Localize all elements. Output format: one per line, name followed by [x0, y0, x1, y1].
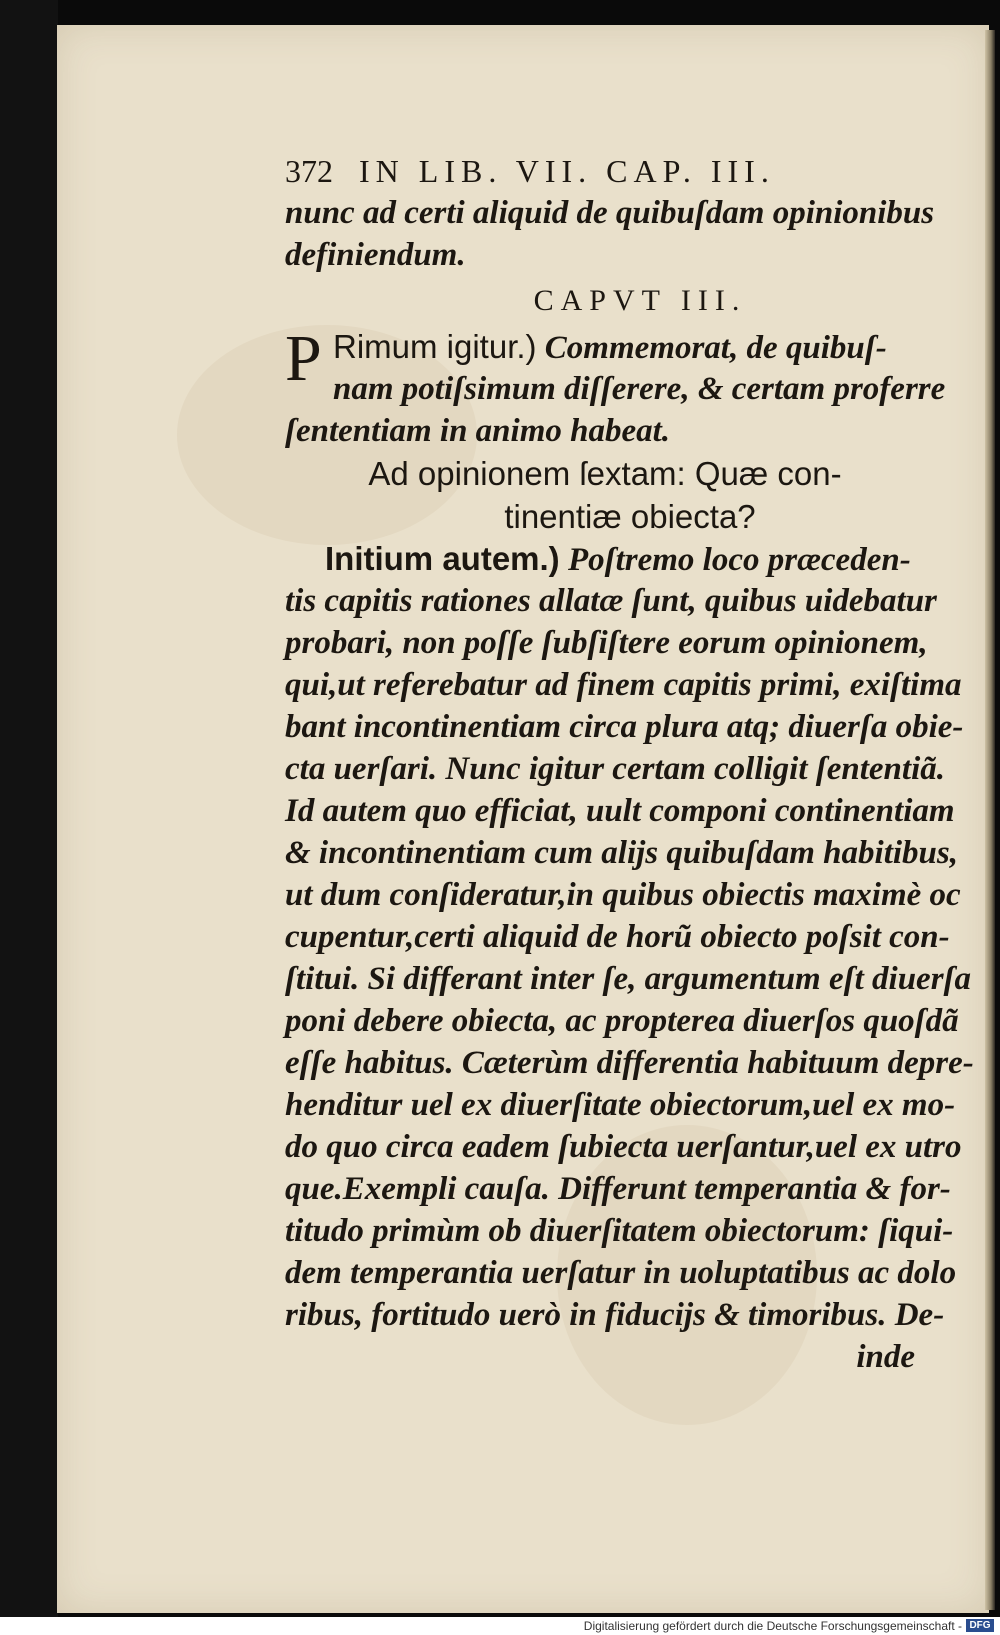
text-line: henditur uel ex diuerſitate obiectorum,uel ex mo-	[285, 1087, 956, 1123]
text-line: qui,ut referebatur ad finem capitis primi, exiſtima	[285, 667, 962, 703]
text-line: cta uerſari. Nunc igitur certam colligit ſententiã.	[285, 751, 945, 787]
drop-cap-initial: P	[285, 322, 322, 395]
running-title: IN LIB. VII. CAP. III.	[359, 153, 775, 189]
digitization-credit: Digitalisierung gefördert durch die Deutsche Forschungsgemeinschaft -	[583, 1619, 962, 1633]
text-line: nunc ad certi aliquid de quibuſdam opinionibus	[285, 195, 935, 231]
text-line: Id autem quo efficiat, uult componi continentiam	[285, 793, 955, 829]
text-line: titudo primùm ob diuerſitatem obiectorum: ſiqui-	[285, 1213, 954, 1249]
text-line	[285, 326, 955, 368]
page-edge	[985, 30, 995, 1610]
text-line: definiendum.	[285, 237, 466, 273]
page-text	[285, 150, 974, 1378]
text-line: ut dum conſideratur,in quibus obiectis maximè oc	[285, 877, 961, 913]
text-line: ſententiam in animo habeat.	[285, 413, 671, 449]
text-line: & incontinentiam cum alijs quibuſdam habitibus,	[285, 835, 958, 871]
catchword: inde	[856, 1339, 915, 1375]
text-line: tis capitis rationes allatæ ſunt, quibus uidebatur	[285, 583, 937, 619]
first-paragraph	[285, 322, 955, 452]
scan-dark-margin	[0, 0, 58, 1635]
text-line: bant incontinentiam circa plura atq; diuerſa obie-	[285, 709, 964, 745]
page-number: 372	[285, 153, 333, 189]
text-line: que.Exempli cauſa. Differunt temperantia & for-	[285, 1171, 951, 1207]
text-line: dem temperantia uerſatur in uoluptatibus ac dolo	[285, 1255, 957, 1291]
text-line: cupentur,certi aliquid de horũ obiecto poſsit con-	[285, 919, 950, 955]
lemma: Initium autem.)	[325, 540, 560, 577]
text-line: ſtitui. Si differant inter ſe, argumentum eſt diuerſa	[285, 961, 972, 997]
chapter-heading: CAPVT III.	[533, 284, 747, 317]
text-line: probari, non poſſe ſubſiſtere eorum opinionem,	[285, 625, 928, 661]
text-line: ribus, fortitudo uerò in fiducijs & timoribus. De-	[285, 1297, 945, 1333]
line-text: Commemorat, de quibuſ-	[536, 330, 887, 366]
text-line: poni debere obiecta, ac propterea diuerſos quoſdã	[285, 1003, 959, 1039]
line-text: Poſtremo loco præceden-	[559, 542, 911, 578]
text-line: nam potiſsimum diſſerere, & certam proferre	[333, 371, 946, 407]
text-line: eſſe habitus. Cæterùm differentia habituum depre-	[285, 1045, 974, 1081]
dfg-logo: DFG	[966, 1619, 994, 1632]
running-head	[285, 150, 955, 192]
subheading-line: Ad opinionem ſextam: Quæ con-	[368, 455, 842, 492]
lemma: Rimum igitur.)	[333, 328, 537, 365]
subheading-line: tinentiæ obiecta?	[504, 498, 756, 535]
text-line: do quo circa eadem ſubiecta uerſantur,uel ex utro	[285, 1129, 962, 1165]
text-line	[285, 538, 955, 580]
